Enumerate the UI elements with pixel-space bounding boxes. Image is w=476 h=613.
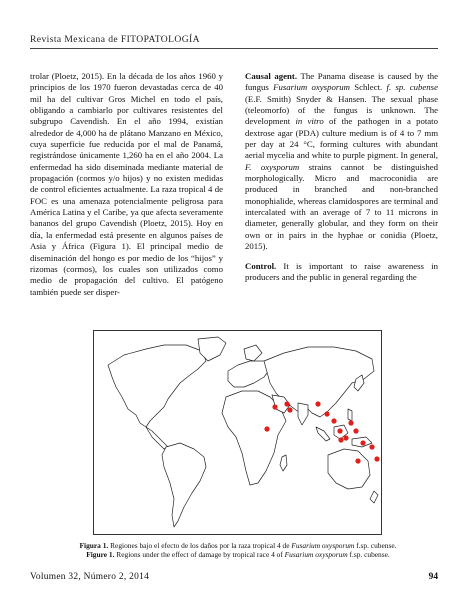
causal-agent-fsp: f. sp. cubense [386, 82, 438, 93]
causal-agent-text-a: The Panama disease is caused by the fungus [245, 71, 438, 93]
causal-agent-text-g: of the pathogen in a potato dextrose agar (PDA) culture medium is of 4 to 7 mm per day at 24 °C, forming cultures with abundant aerial mycelia and white to purple pigment. In general, [245, 116, 438, 161]
causal-agent-text-i: strains cannot be distinguished morphologically. Micro and macroconidia are produced in branched and non-branched monophialide, whereas clamidospores are terminal and intercalated with an average of 7 to 11 microns in diameter, generally globular, and they form on their own or in pairs in the hyphae or conidia (Ploetz, 2015). [245, 161, 438, 252]
affected-region-marker [343, 435, 348, 440]
left-paragraph-1: trolar (Ploetz, 2015). En la década de los años 1960 y principios de los 1970 fueron devastadas cerca de 40 mil ha del cultivar Gros Michel en todo el país, obligando a cambiarlo por cultivares resistentes del subgrupo Cavendish. En el año 1994, existían alrededor de 4,000 ha de plátano Manzano en México, cuya superficie fue reducida por el mal de Panamá, registrándose únicamente 1,260 ha en el año 2004. La enfermedad ha sido diseminada mediante material de propagación (cormos y/o hijos) y no existen medidas de control eficientes actualmente. La raza tropical 4 de FOC es una amenaza potencialmente peligrosa para América Latina y el Caribe, ya que afecta severamente bananos del grupo Cavendish (Ploetz, 2015). Hoy en día, la enfermedad está presente en algunos países de Asia y África (Figura 1). El principal medio de diseminación del hongo es por medio de los “hijos” y rizomas (cormos), los cuales son utilizados como medio de propagación del cultivo. El patógeno también puede ser disper- [30, 71, 223, 297]
continents [108, 337, 378, 527]
affected-region-marker [331, 418, 336, 423]
causal-agent-text-c: Schlect. [349, 82, 387, 93]
affected-region-marker [315, 401, 320, 406]
affected-region-marker [348, 420, 353, 425]
caption-es-label: Figura 1. [79, 541, 109, 550]
left-column [30, 71, 223, 298]
causal-agent-paragraph [245, 71, 438, 253]
affected-region-marker [374, 456, 379, 461]
causal-agent-species: Fusarium oxysporum [273, 82, 350, 93]
central-america-outline [146, 427, 168, 449]
europe-outline [228, 361, 270, 387]
affected-region-marker [264, 426, 269, 431]
caption-es-species: Fusarium oxysporum [291, 541, 355, 550]
affected-region-marker [287, 407, 292, 412]
affected-region-marker [284, 401, 289, 406]
page-number: 94 [428, 572, 438, 582]
new-zealand-outline [370, 491, 378, 503]
caption-es-text: Regiones bajo el efecto de los daños por la raza tropical 4 de [108, 541, 292, 550]
sumatra-outline [316, 427, 330, 441]
control-heading: Control. [245, 260, 277, 271]
affected-region-marker [355, 458, 360, 463]
north-america-outline [108, 345, 206, 427]
affected-region-marker [272, 404, 277, 409]
affected-region-marker [360, 440, 365, 445]
caption-en-text: Regions under the effect of damage by tropical race 4 of [114, 550, 285, 559]
scandinavia-outline [244, 345, 262, 361]
journal-title: Revista Mexicana de FITOPATOLOGÍA [30, 34, 200, 45]
caption-es-fsp: f.sp. cubense. [354, 541, 397, 550]
affected-region-marker [369, 444, 374, 449]
affected-region-marker [338, 437, 343, 442]
caption-en-label: Figure 1. [86, 550, 115, 559]
causal-agent-heading: Causal agent. [245, 71, 298, 81]
world-map-figure [93, 330, 382, 535]
figure-caption-en [40, 550, 436, 559]
south-america-outline [162, 443, 206, 527]
india-outline [298, 403, 308, 425]
figure-caption-es [40, 541, 436, 550]
issue-info: Volumen 32, Número 2, 2014 [30, 572, 150, 582]
caption-en-fsp: f.sp. cubense. [347, 550, 390, 559]
madagascar-outline [280, 455, 287, 471]
caption-en-species: Fusarium oxysporum [284, 550, 348, 559]
affected-region-marker [353, 428, 358, 433]
affected-region-marker [337, 428, 342, 433]
right-column [245, 71, 438, 283]
control-paragraph [245, 261, 438, 284]
control-text: It is important to raise awareness in producers and the public in general regarding the [245, 260, 438, 282]
affected-region-marker [324, 411, 329, 416]
causal-agent-text-e: (E.F. Smith) Snyder & Hansen. The sexual phase (teleomorfo) of the fungus is unknown. The development [245, 93, 438, 127]
australia-outline [328, 449, 370, 489]
in-vitro-term: in vitro [295, 116, 324, 127]
philippines-outline [348, 409, 352, 421]
world-map [94, 331, 381, 534]
header-rule [30, 48, 438, 49]
f-oxysporum-term: F. oxysporum [245, 161, 300, 172]
running-header [30, 34, 438, 45]
